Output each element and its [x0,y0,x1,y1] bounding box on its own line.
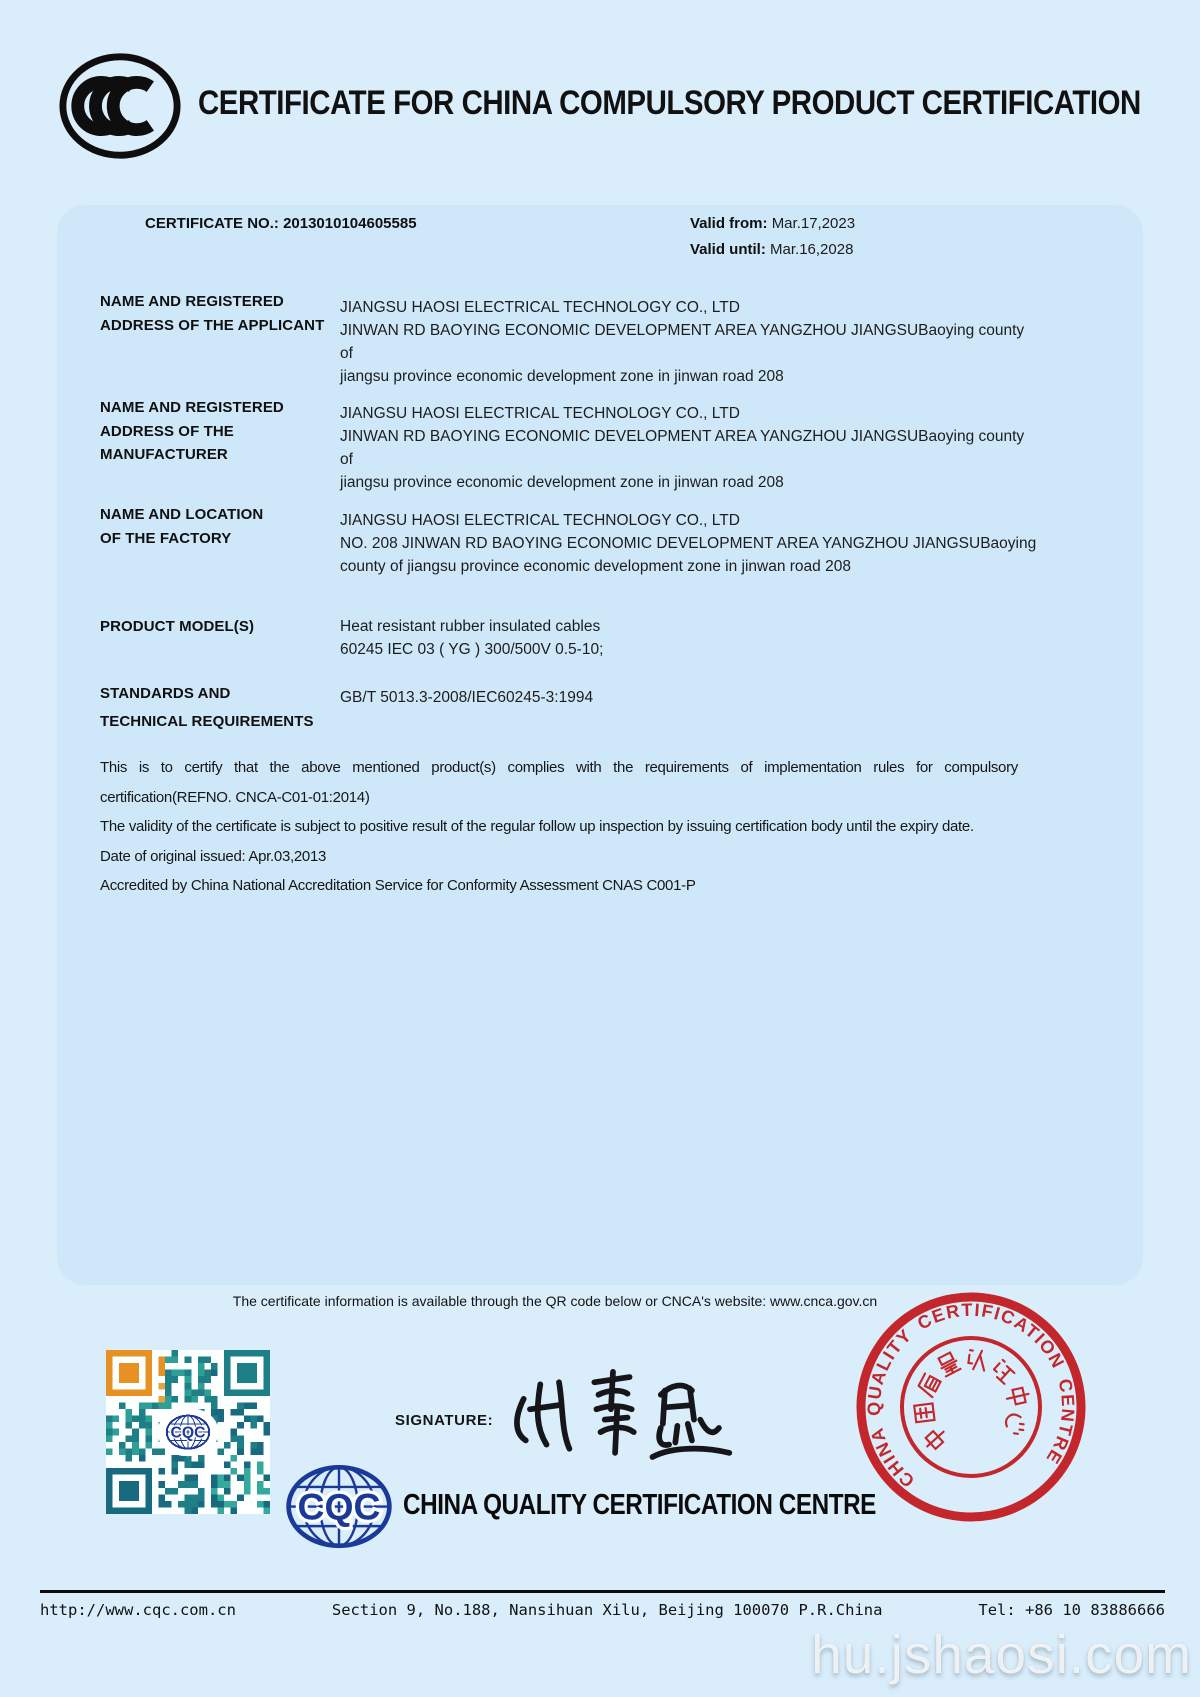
footer-divider [40,1590,1165,1593]
ccc-logo-icon [56,50,184,162]
watermark: hu.jshaosi.com [811,1623,1192,1685]
applicant-label: NAME AND REGISTERED ADDRESS OF THE APPLICANT [100,293,325,334]
certificate-panel [57,205,1143,1285]
product-models-label: PRODUCT MODEL(S) [100,618,255,635]
manufacturer-value: JIANGSU HAOSI ELECTRICAL TECHNOLOGY CO., LTD JINWAN RD BAOYING ECONOMIC DEVELOPMENT AREA YANGZHOU JIANGSUBaoying county of jiangsu province economic development zone in jinwan road 208 [340,405,1025,491]
certification-statements [100,753,1018,901]
statement-original-issue-date: Date of original issued: Apr.03,2013 [100,847,327,865]
valid-until-label: Valid until: [690,241,766,258]
valid-from-value: Mar.17,2023 [771,215,856,232]
applicant-value: JIANGSU HAOSI ELECTRICAL TECHNOLOGY CO., LTD JINWAN RD BAOYING ECONOMIC DEVELOPMENT AREA YANGZHOU JIANGSUBaoying county of jiangsu province economic development zone in jinwan road 208 [340,299,1025,385]
qr-info-note: The certificate information is available through the QR code below or CNCA's website: www.cnca.gov.cn [232,1293,878,1309]
standards-label: STANDARDS AND TECHNICAL REQUIREMENTS [100,685,314,730]
statement-accreditation: Accredited by China National Accreditation Service for Conformity Assessment CNAS C001-P [100,877,696,894]
statement-validity: The validity of the certificate is subject to positive result of the regular follow up inspection by issuing certification body until the expiry date. [100,818,974,835]
valid-until-value: Mar.16,2028 [770,241,854,258]
signature-label: SIGNATURE: [395,1412,494,1429]
footer-address: Section 9, No.188, Nansihuan Xilu, Beijing 100070 P.R.China [331,1601,883,1619]
signature-handwriting [505,1363,775,1468]
valid-until-row [690,241,855,258]
statement-compliance: This is to certify that the above mentioned product(s) complies with the requirements of implementation rules for compulsory certification(REFNO. CNCA-C01-01:2014) [100,759,1018,806]
cqc-centre-name: CHINA QUALITY CERTIFICATION CENTRE [403,1489,876,1521]
certificate-number-value: 2013010104605585 [283,215,417,232]
certificate-number-label: CERTIFICATE NO.: [145,215,279,232]
manufacturer-label: NAME AND REGISTERED ADDRESS OF THE MANUFACTURER [100,399,284,463]
cqc-globe-icon [283,1462,395,1552]
footer-tel: Tel: +86 10 83886666 [978,1601,1165,1619]
product-models-value: Heat resistant rubber insulated cables 60245 IEC 03 ( YG ) 300/500V 0.5-10; [340,618,604,658]
qr-code [106,1350,270,1514]
stamp-ring-text: CHINA QUALITY CERTIFICATION CENTRE [863,1299,1079,1492]
valid-from-label: Valid from: [690,215,768,232]
factory-value: JIANGSU HAOSI ELECTRICAL TECHNOLOGY CO., LTD NO. 208 JINWAN RD BAOYING ECONOMIC DEVELOPMENT AREA YANGZHOU JIANGSUBaoying county of jiangsu province economic development zone in jinwan road 208 [340,512,1037,575]
validity-block [690,215,855,267]
standards-value: GB/T 5013.3-2008/IEC60245-3:1994 [340,689,594,706]
footer-website: http://www.cqc.com.cn [40,1601,236,1619]
factory-label: NAME AND LOCATION OF THE FACTORY [100,506,264,547]
certificate-number [145,215,417,232]
footer-bar [40,1601,1165,1619]
valid-from-row [690,215,855,232]
page-title: CERTIFICATE FOR CHINA COMPULSORY PRODUCT CERTIFICATION [198,82,1141,122]
cqc-red-stamp [832,1268,1110,1546]
